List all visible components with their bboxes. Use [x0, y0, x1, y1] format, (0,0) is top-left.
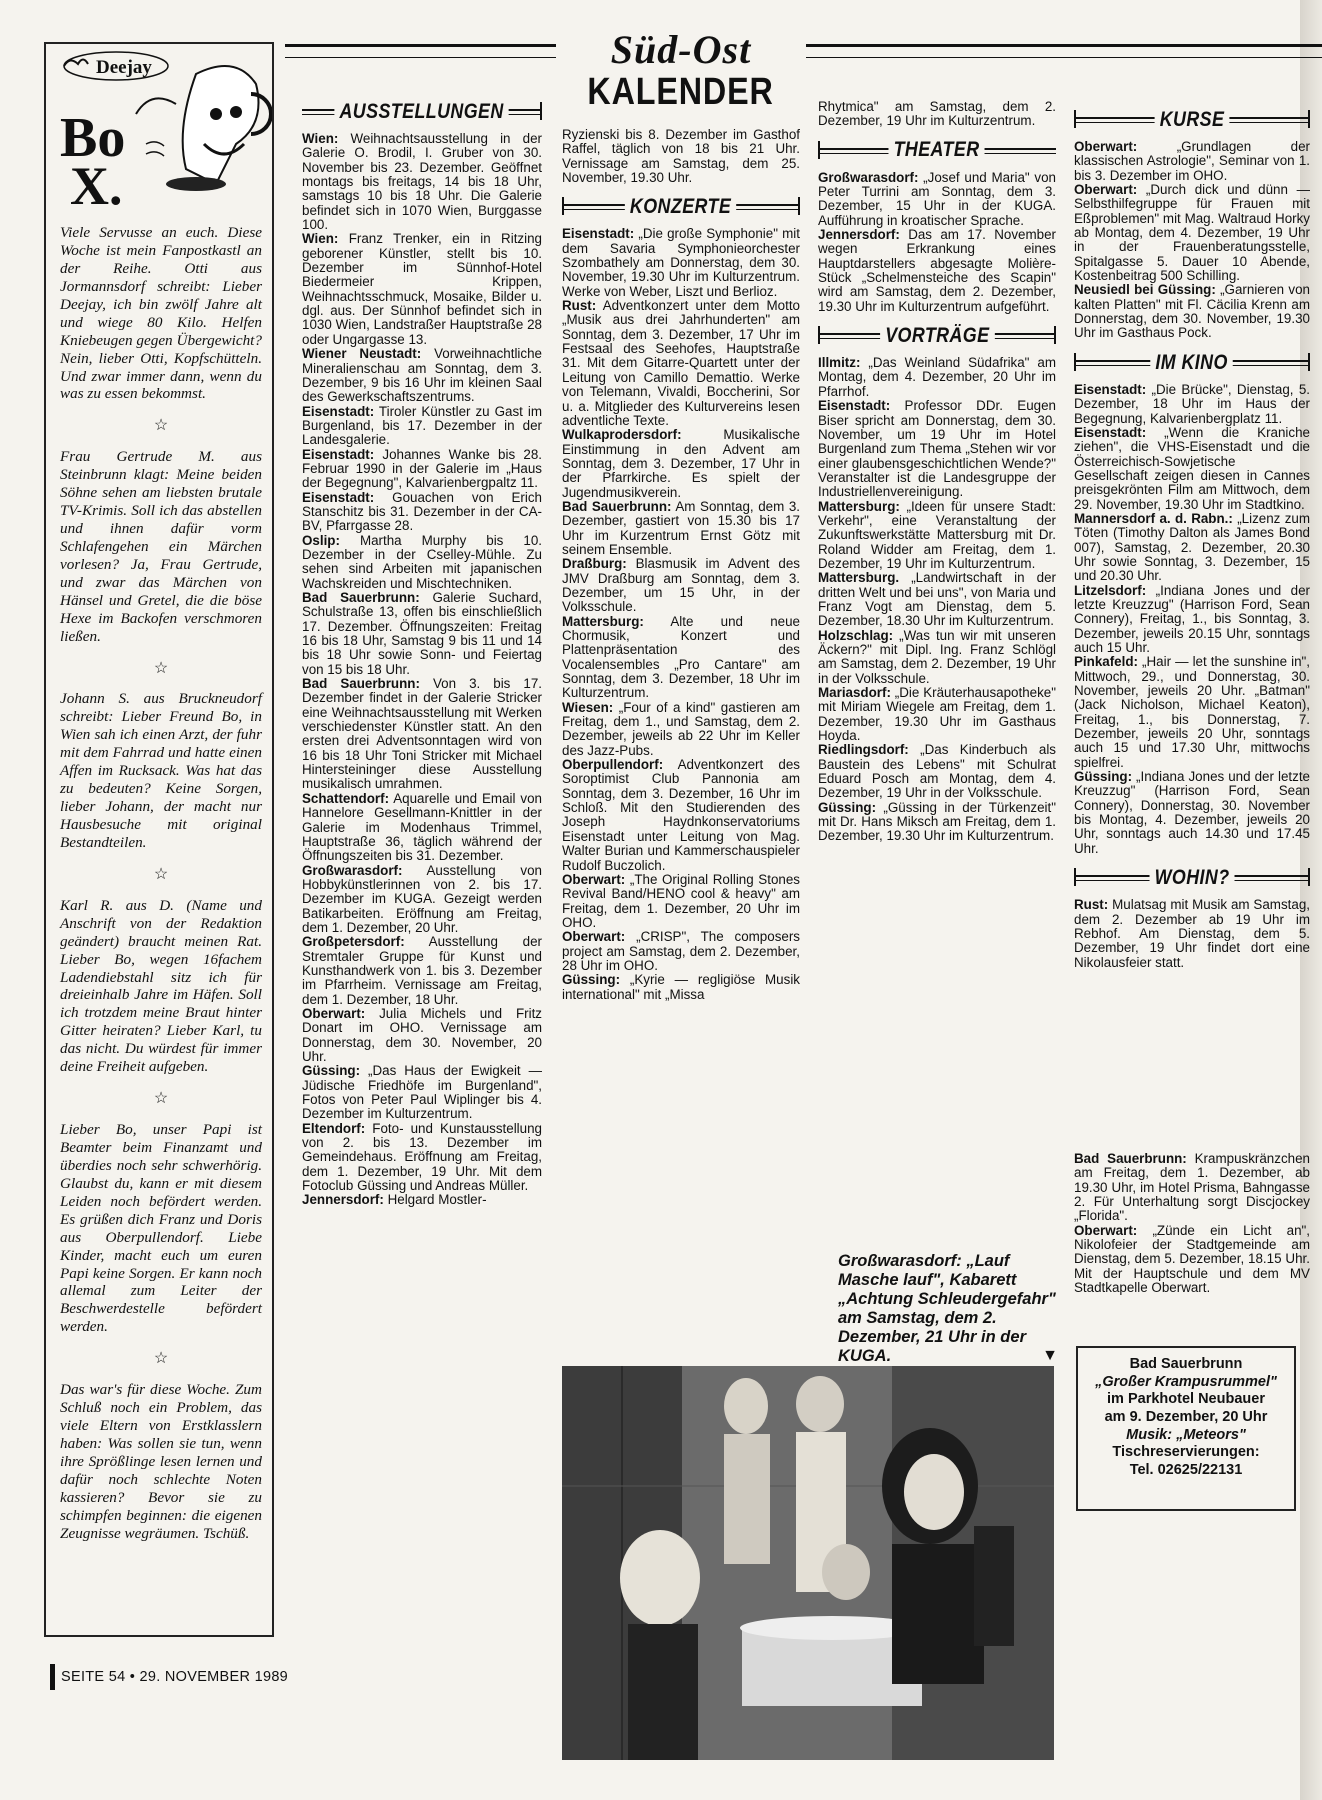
event-place: Schattendorf:: [302, 790, 390, 806]
section-title: THEATER: [889, 139, 985, 161]
event-entry: [1074, 1224, 1310, 1296]
event-place: Holzschlag:: [818, 627, 894, 643]
continued-text: Rhytmica" am Samstag, dem 2. Dezember, 19 Uhr im Kulturzentrum.: [818, 100, 1056, 129]
event-place: Eisenstadt:: [302, 489, 375, 505]
event-text: „Durch dick und dünn — Selbsthilfegruppe für Frauen mit Eßproblemen" mit Mag. Waltraud Horky ab Montag, dem 4. Dezember, 19 Uhr in der Frauenberatungsstelle, Spitalgasse 5. Dauer 10 Abende, Kostenbeitrag 500 Schilling.: [1074, 182, 1310, 284]
event-entry: [818, 743, 1056, 800]
event-entry: [562, 701, 800, 758]
event-place: Großpetersdorf:: [302, 934, 405, 950]
section-header-konzerte: [562, 189, 800, 225]
event-entry: [302, 1193, 542, 1207]
event-text: Franz Trenker, ein in Ritzing geborener Künstler, stellt bis 10. Dezember im Sünnhof-Hotel Biedermeier Krippen, Weihnachtsschmuck, Mosaike, Bilder u. dgl. aus. Der Sünnhof befindet sich in 1030 Wien, Landstraßer Hauptstraße 28 oder Ungargasse 13.: [302, 231, 542, 347]
section-header-vortraege: [818, 318, 1056, 354]
event-place: Illmitz:: [818, 355, 861, 371]
column-theater-vortraege: [818, 100, 1056, 1242]
event-entry: [302, 591, 542, 677]
event-text: „Garnieren von kalten Platten" mit Fl. Cäcilia Krenn am Donnerstag, dem 30. November, 19.30 Uhr im Gasthaus Pock.: [1074, 282, 1310, 341]
entry-list: [1074, 383, 1310, 856]
ad-line: [1078, 1427, 1294, 1445]
star-icon: ☆: [153, 1090, 169, 1108]
event-place: Litzelsdorf:: [1074, 582, 1147, 598]
event-text: Aquarelle und Email von Hannelore Gesellmann-Knittler in der Galerie im Modenhaus Trimmel, Hauptstraße 36, täglich während der Öffnungszeiten bis 31. Dezember.: [302, 790, 542, 864]
section-header-theater: [818, 133, 1056, 169]
event-place: Wiesen:: [562, 699, 614, 715]
star-icon: ☆: [153, 417, 169, 435]
event-place: Rust:: [562, 298, 597, 314]
ad-music-label: Musik:: [1126, 1426, 1173, 1443]
event-text: Julia Michels und Fritz Donart im OHO. Vernissage am Donnerstag, dem 30. November, 20 Uhr.: [302, 1005, 542, 1064]
star-icon: ☆: [153, 865, 169, 883]
entry-list: [302, 132, 542, 1208]
event-text: „Die große Symphonie" mit dem Savaria Symphonieorchester Szombathely am Donnerstag, dem 30. November, 19.30 Uhr im Kulturzentrum. Werke von Weber, Liszt und Berlioz.: [562, 226, 800, 299]
event-text: Krampuskränzchen am Freitag, dem 1. Dezember, ab 19.30 Uhr, im Hotel Prisma, Bahngasse 2. Für Unterhaltung sorgt Discjockey „Florida".: [1074, 1150, 1310, 1224]
event-text: „Das Haus der Ewigkeit — Jüdische Friedhöfe im Burgenland", Fotos von Peter Paul Wiplinger bis 4. Dezember im Kulturzentrum.: [302, 1063, 542, 1122]
event-text: „Kyrie — regligiöse Musik international" mit „Missa: [562, 972, 800, 1002]
event-place: Eisenstadt:: [302, 403, 375, 419]
event-entry: [562, 299, 800, 428]
section-header-wohin: [1074, 860, 1310, 896]
event-entry: [302, 448, 542, 491]
event-text: „Josef und Maria" von Peter Turrini am Sonntag, dem 3. Dezember, 15 Uhr in der KUGA. Aufführung in kroatischer Sprache.: [818, 169, 1056, 228]
event-place: Güssing:: [1074, 769, 1133, 785]
event-text: „Grundlagen der klassischen Astrologie", Seminar von 1. bis 3. Dezember im OHO.: [1074, 139, 1310, 183]
event-place: Bad Sauerbrunn:: [302, 590, 420, 605]
event-entry: [562, 758, 800, 873]
event-text: „Zünde ein Licht an", Nikolofeier der Stadtgemeinde am Dienstag, dem 5. Dezember, 18.15 Uhr. Mit der Hauptschule und dem MV Stadtkapelle Oberwart.: [1074, 1222, 1310, 1295]
masthead-sud-ost: Süd-Ost: [610, 27, 752, 72]
event-text: „Indiana Jones und der letzte Kreuzzug" (Harrison Ford, Sean Connery), Donnerstag, 30. November bis Montag, 4. Dezember, jeweils 20 Uhr, sonntags auch 14.30 und 17.45 Uhr.: [1074, 769, 1310, 856]
event-entry: [1074, 1152, 1310, 1224]
deejay-paragraph: Frau Gertrude M. aus Steinbrunn klagt: Meine beiden Söhne sehen am liebsten brutale TV-Krimis. Soll ich das abstellen und ihnen dafür vorm Schlafengehen ein Märchen vorlesen? Ja, Frau Gertrude, und zwar das Märchen von Hänsel und Gretel, die die böse Hexe im Backofen verschmoren ließen.: [60, 448, 262, 645]
logo-x: X.: [70, 156, 123, 214]
event-place: Wien:: [302, 231, 339, 247]
event-text: Ausstellung der Stremtaler Gruppe für Kunst und Kunsthandwerk von 1. bis 3. Dezember im Pfarrheim. Vernissage am Freitag, dem 1. Dezember, 18 Uhr.: [302, 934, 542, 1007]
event-place: Mattersburg:: [818, 498, 900, 514]
event-place: Oberwart:: [302, 1005, 366, 1021]
kuga-text: Großwarasdorf: „Lauf Masche lauf", Kabarett „Achtung Schleudergefahr" am Samstag, dem 2. Dezember, 21 Uhr in der KUGA.: [838, 1252, 1056, 1365]
event-place: Bad Sauerbrunn:: [302, 676, 420, 692]
deejay-box: [44, 42, 274, 1637]
column-kurse-kino-wohin: [1074, 100, 1310, 1780]
entry-list: [1074, 1152, 1310, 1295]
event-place: Großwarasdorf:: [818, 169, 919, 185]
event-entry: [1074, 770, 1310, 856]
event-place: Güssing:: [302, 1063, 361, 1079]
event-text: Helgard Mostler-: [383, 1192, 487, 1208]
event-entry: [302, 1007, 542, 1064]
event-entry: [302, 405, 542, 448]
event-text: Foto- und Kunstausstellung von 2. bis 13. Dezember im Gemeindehaus. Eröffnung am Freitag, dem 1. Dezember, 19 Uhr. Mit dem Fotoclub Güssing und Andreas Müller.: [302, 1120, 542, 1194]
event-place: Oberwart:: [562, 929, 626, 945]
section-header-im-kino: [1074, 345, 1310, 381]
event-text: Adventkonzert des Soroptimist Club Pannonia am Sonntag, dem 3. Dezember, 16 Uhr im Schloß. Mit den Studierenden des Joseph Haydnkonservatoriums Eisenstadt unter Leitung von Mag. Walter Burian und Kammerschauspieler Rudolf Buczolich.: [562, 757, 800, 873]
event-place: Eisenstadt:: [1074, 381, 1147, 397]
event-place: Mannersdorf a. d. Rabn.:: [1074, 510, 1233, 526]
event-entry: [818, 356, 1056, 399]
event-text: „Four of a kind" gastieren am Freitag, dem 1., und Samstag, dem 2. Dezember, jeweils ab 22 Uhr im Keller des Jazz-Pubs.: [562, 699, 800, 758]
event-entry: [1074, 283, 1310, 340]
event-text: „Die Kräuterhausapotheke" mit Miriam Wiegele am Freitag, dem 1. Dezember, 19.30 Uhr im Gasthaus Hoyda.: [818, 685, 1056, 744]
event-entry: [818, 228, 1056, 314]
event-place: Oberwart:: [562, 871, 626, 887]
logo-bo: Bo: [60, 107, 126, 169]
deejay-paragraph: Karl R. aus D. (Name und Anschrift von der Redaktion geändert) braucht meinen Rat. Lieber Bo, wegen 16fachem Ladendiebstahl sitz ich für dreieinhalb Jahre im Häfen. Soll ich trotzdem meine Braut hinter Gitter heiraten? Lieber Karl, tu das nicht. Du würdest für immer deine Freiheit aufgeben.: [60, 896, 262, 1076]
ad-line: im Parkhotel Neubauer: [1107, 1391, 1265, 1408]
section-title: IM KINO: [1151, 352, 1234, 374]
event-entry: [302, 677, 542, 792]
entry-list: [562, 227, 800, 1002]
event-text: Weihnachtsausstellung in der Galerie O. Brodil, I. Gruber von 30. November bis 23. Dezember. Geöffnet montags bis freitags, 14 bis 18 Uhr, samstags 10 bis 18 Uhr. Die Galerie befindet sich in 1070 Wien, Burggasse 100.: [302, 131, 542, 233]
deejay-logo: [46, 44, 272, 214]
event-place: Draßburg:: [562, 556, 627, 572]
event-text: „Lizenz zum Töten (Timothy Dalton als James Bond 007), Samstag, 2. Dezember, 20.30 Uhr sowie Sonntag, 3. Dezember, 15 und 20.30 Uhr.: [1074, 510, 1310, 584]
event-place: Großwarasdorf:: [302, 862, 403, 878]
page-footer: SEITE 54 • 29. NOVEMBER 1989: [50, 1664, 291, 1690]
ad-krampusrummel: [1076, 1346, 1296, 1511]
event-entry: [562, 227, 800, 299]
event-place: Bad Sauerbrunn:: [562, 498, 672, 514]
event-text: Professor DDr. Eugen Biser spricht am Donnerstag, dem 30. November, um 19 Uhr im Hotel Burgenland zum Thema „Stehen wir vor einer glaubensgeschichtlichen Wende?" Veranstalter ist die Landesgruppe der Industriellenvereinigung.: [818, 398, 1056, 500]
event-place: Eisenstadt:: [562, 226, 635, 242]
event-entry: [302, 347, 542, 404]
event-place: Oberwart:: [1074, 182, 1138, 198]
ad-line: Tel. 02625/22131: [1129, 1462, 1243, 1479]
entry-list: [818, 356, 1056, 844]
event-entry: [1074, 426, 1310, 512]
photo-kabarett: [562, 1366, 1054, 1760]
event-entry: [1074, 183, 1310, 283]
event-text: Das am 17. November wegen Erkrankung eines Hauptdarstellers abgesagte Molière-Stück „Schelmensteiche des Scapin" wird am Samstag, dem 2. Dezember, 19.30 Uhr im Kulturzentrum aufgeführt.: [818, 227, 1056, 314]
ad-line: Bad Sauerbrunn: [1129, 1356, 1243, 1372]
event-place: Jennersdorf:: [818, 227, 900, 243]
entry-list: [1074, 140, 1310, 341]
event-entry: [562, 973, 800, 1002]
section-title: KURSE: [1155, 109, 1230, 131]
event-entry: [302, 1122, 542, 1194]
event-entry: [1074, 584, 1310, 656]
event-place: Eltendorf:: [302, 1120, 366, 1136]
event-text: Tiroler Künstler zu Gast im Burgenland, bis 17. Dezember in der Landesgalerie.: [302, 403, 542, 448]
deejay-paragraph: Viele Servusse an euch. Diese Woche ist mein Fanpostkastl an der Reihe. Otti aus Jormannsdorf schreibt: Lieber Deejay, ich bin zwölf Jahre alt und wiege 80 Kilo. Helfen Kniebeugen gegen Übergewicht? Nein, lieber Otti, Kopfschütteln. Und zwar immer dann, wenn du was zu essen bekommst.: [60, 224, 262, 403]
event-entry: [1074, 140, 1310, 183]
event-text: „Die Brücke", Dienstag, 5. Dezember, 18 Uhr im Haus der Begegnung, Kalvarienbergplatz 11.: [1074, 381, 1310, 426]
event-entry: [562, 557, 800, 614]
event-place: Güssing:: [818, 799, 877, 815]
event-text: „Was tun wir mit unseren Äckern?" mit Dipl. Ing. Franz Schlögl am Samstag, dem 2. Dezember, 19 Uhr in der Volksschule.: [818, 627, 1056, 686]
event-place: Wien:: [302, 131, 339, 146]
event-text: Martha Murphy bis 10. Dezember in der Cselley-Mühle. Zu sehen sind Arbeiten mit japanischen Wachskreiden und Mischtechniken.: [302, 532, 542, 591]
event-place: Oberpullendorf:: [562, 757, 664, 773]
event-place: Bad Sauerbrunn:: [1074, 1150, 1187, 1166]
event-place: Rust:: [1074, 897, 1109, 913]
event-text: „Landwirtschaft in der dritten Welt und bei uns", von Maria und Franz Vogt am Dienstag, dem 5. Dezember, 18.30 Uhr im Kulturzentrum.: [818, 570, 1056, 629]
event-place: Oberwart:: [1074, 1222, 1138, 1238]
event-entry: [818, 500, 1056, 572]
event-text: „Güssing in der Türkenzeit" mit Dr. Hans Miksch am Freitag, dem 1. Dezember, 19.30 Uhr im Kulturzentrum.: [818, 799, 1056, 844]
event-entry: [1074, 383, 1310, 426]
section-header-kurse: [1074, 102, 1310, 138]
ad-line: am 9. Dezember, 20 Uhr: [1104, 1409, 1268, 1426]
logo-deejay: Deejay: [96, 57, 152, 78]
event-entry: [302, 935, 542, 1007]
event-place: Oslip:: [302, 532, 340, 548]
event-entry: [1074, 898, 1310, 970]
event-text: Adventkonzert unter dem Motto „Musik aus drei Jahrhunderten" am Sonntag, dem 3. Dezember, 17 Uhr im Festsaal des Seehofes, Hauptstraße 31. Mit dem Gitarre-Quartett unter der Leitung von Camillo Demattio. Werke von Telemann, Vivaldi, Boccherini, Sor u. a. Mitglieder des Kulturvereins lesen adventliche Texte.: [562, 298, 800, 428]
event-text: „Das Weinland Südafrika" am Montag, dem 4. Dezember, 20 Uhr im Pfarrhof.: [818, 355, 1056, 399]
ad-line: „Großer Krampusrummel": [1095, 1373, 1277, 1390]
event-place: Neusiedl bei Güssing:: [1074, 282, 1216, 298]
event-place: Riedlingsdorf:: [818, 742, 909, 758]
ad-line: Tischreservierungen:: [1112, 1444, 1260, 1461]
photo-illustration: [562, 1366, 1054, 1760]
section-title: KONZERTE: [625, 196, 736, 218]
event-text: „Wenn die Kraniche ziehen", die VHS-Eisenstadt und die Österreichisch-Sowjetische Gesellschaft zeigen diesen in Cannes preisgekrönten Film am Mittwoch, dem 29. November, 19.30 Uhr im Stadtkino.: [1074, 424, 1310, 512]
deejay-paragraph: Das war's für diese Woche. Zum Schluß noch ein Problem, das viele Eltern von Erstklasslern haben: Was sollen sie tun, wenn ihre Sprößlinge lesen lernen und dafür noch schlechte Noten kassieren? Bevor sie zu schimpfen beginnen: die eigenen Zeugnisse wegräumen. Tschüß.: [60, 1381, 262, 1542]
event-entry: [302, 534, 542, 591]
event-entry: [562, 615, 800, 701]
section-title: AUSSTELLUNGEN: [335, 101, 509, 123]
adbox-spacer: [1074, 970, 1310, 1152]
event-entry: [818, 171, 1056, 228]
entry-list: [818, 171, 1056, 314]
event-entry: [302, 232, 542, 347]
event-place: Eisenstadt:: [1074, 424, 1147, 440]
event-entry: [562, 930, 800, 973]
deejay-paragraph: Johann S. aus Bruckneudorf schreibt: Lieber Freund Bo, in Wien sah ich einen Arzt, der fuhr mit dem Fahrrad und hatte einen Affen im Rucksack. Was hat das zu bedeuten? Keine Sorgen, lieber Johann, der macht nur Hausbesuche mit original Bestandteilen.: [60, 690, 262, 851]
event-entry: [302, 491, 542, 534]
event-text: Mulatsag mit Musik am Samstag, dem 2. Dezember ab 19 Uhr im Rebhof. Am Dienstag, dem 5. Dezember, 19 Uhr findet dort eine Nikolausfeier statt.: [1074, 897, 1310, 970]
event-text: „Indiana Jones und der letzte Kreuzzug" (Harrison Ford, Sean Connery), Freitag, 1., bis Sonntag, 3. Dezember, jeweils 20.15 Uhr, sonntags auch 15 Uhr.: [1074, 582, 1310, 655]
masthead-kalender: KALENDER: [587, 71, 775, 113]
event-text: „Hair — let the sunshine in", Mittwoch, 29., und Donnerstag, 30. November, jeweils 20 Uhr. „Batman" (Jack Nicholson, Michael Keaton), Freitag, 1., bis Donnerstag, 7. Dezember, jeweils 20 Uhr, sonntags auch 15 und 17.30 Uhr, mittwochs spielfrei.: [1074, 654, 1310, 770]
event-entry: [302, 1064, 542, 1121]
column-ausstellungen: [302, 92, 542, 1772]
event-text: Blasmusik im Advent des JMV Draßburg am Sonntag, dem 3. Dezember, um 15 Uhr, in der Volksschule.: [562, 556, 800, 615]
column-konzerte: [562, 128, 800, 1353]
event-entry: [1074, 512, 1310, 584]
event-text: „Ideen für unsere Stadt: Verkehr", eine Veranstaltung der Zukunftswerkstätte Mattersburg mit Dr. Roland Widder am Freitag, dem 1. Dezember, 19 Uhr im Kulturzentrum.: [818, 498, 1056, 571]
deejay-paragraph: Lieber Bo, unser Papi ist Beamter beim Finanzamt und überdies noch sehr schwerhörig. Glaubst du, kann er mit diesem Leiden noch befördert werden. Es grüßen dich Franz und Doris aus Oberpullendorf. Liebe Kinder, macht euch um euren Papi keine Sorgen. Er kann noch allemal zum Leiter der Beschwerdestelle befördert werden.: [60, 1121, 262, 1336]
event-entry: [818, 399, 1056, 499]
continued-text: Ryzienski bis 8. Dezember im Gasthof Raffel, täglich von 18 bis 21 Uhr. Vernissage am Samstag, dem 25. November, 19.30 Uhr.: [562, 128, 800, 186]
event-text: Ausstellung von Hobbykünstlerinnen von 2. bis 17. Dezember im KUGA. Gezeigt werden Batikarbeiten. Eröffnung am Freitag, dem 1. Dezember, 20 Uhr.: [302, 862, 542, 935]
ad-music-value: „Meteors": [1172, 1426, 1246, 1443]
event-entry: [302, 792, 542, 864]
entry-list: [1074, 898, 1310, 970]
event-text: Vorweihnachtliche Mineralienschau am Sonntag, dem 3. Dezember, 9 bis 16 Uhr im kleinen Saal des Gewerkschaftszentrums.: [302, 346, 542, 405]
event-text: „CRISP", The composers project am Samstag, dem 2. Dezember, 28 Uhr im OHO.: [562, 929, 800, 973]
kuga-blurb: [838, 1252, 1058, 1366]
event-place: Wulkaprodersdorf:: [562, 427, 682, 443]
event-entry: [818, 571, 1056, 628]
event-place: Eisenstadt:: [818, 398, 891, 414]
event-place: Güssing:: [562, 972, 621, 988]
event-place: Wiener Neustadt:: [302, 346, 422, 362]
event-text: Von 3. bis 17. Dezember findet in der Galerie Stricker eine Weihnachtsausstellung mit Werken verschiedenster Künstler statt. An den ersten drei Adventsonntagen wird von 16 bis 18 Uhr Toni Stricker mit Michael Hintersteininger diese Ausstellung musikalisch umrahmen.: [302, 676, 542, 792]
star-icon: ☆: [153, 659, 169, 677]
triangle-down-icon: ▼: [1042, 1346, 1058, 1364]
section-title: VORTRÄGE: [880, 325, 994, 347]
event-entry: [562, 500, 800, 557]
star-icon: ☆: [153, 1350, 169, 1368]
event-entry: [818, 629, 1056, 686]
event-entry: [562, 428, 800, 500]
masthead: [556, 28, 806, 118]
event-place: Jennersdorf:: [302, 1192, 384, 1208]
event-place: Mattersburg:: [562, 613, 644, 629]
event-text: Johannes Wanke bis 28. Februar 1990 in der Galerie im „Haus der Begegnung", Kalvarienbergpaltz 11.: [302, 446, 542, 491]
event-place: Mariasdorf:: [818, 685, 891, 701]
event-entry: [562, 873, 800, 930]
event-text: Galerie Suchard, Schulstraße 13, offen bis einschließlich 17. Dezember. Öffnungszeiten: Freitag 16 bis 18 Uhr, Samstag 9 bis 11 und 14 bis 18 Uhr sowie Sonn- und Feiertag von 15 bis 18 Uhr.: [302, 590, 542, 677]
event-entry: [818, 686, 1056, 743]
section-header-ausstellungen: [302, 94, 542, 130]
event-entry: [1074, 655, 1310, 770]
event-place: Oberwart:: [1074, 139, 1138, 154]
section-title: WOHIN?: [1149, 867, 1234, 889]
event-entry: [302, 864, 542, 936]
deejay-letters: [60, 224, 262, 1543]
event-text: Am Sonntag, dem 3. Dezember, gastiert von 15.30 bis 17 Uhr im Kurzentrum Ernst Götz mit seinem Ensemble.: [562, 498, 800, 557]
event-entry: [302, 132, 542, 232]
event-text: Musikalische Einstimmung in den Advent am Sonntag, dem 3. Dezember, 17 Uhr in der Pfarrkirche. Es spielt der Jugendmusikverein.: [562, 427, 800, 500]
event-text: „The Original Rolling Stones Revival Band/HENO cool & heavy" am Freitag, dem 1. Dezember, 20 Uhr im OHO.: [562, 871, 800, 930]
event-place: Mattersburg.: [818, 570, 900, 586]
event-place: Pinkafeld:: [1074, 654, 1138, 670]
event-place: Eisenstadt:: [302, 446, 375, 462]
event-text: „Das Kinderbuch als Baustein des Lebens" mit Schulrat Eduard Posch am Montag, dem 4. Dezember, 19 Uhr in der Volksschule.: [818, 742, 1056, 801]
event-entry: [818, 801, 1056, 844]
event-text: Gouachen von Erich Stanschitz bis 31. Dezember in der CA-BV, Pfarrgasse 28.: [302, 489, 542, 534]
event-text: Alte und neue Chormusik, Konzert und Plattenpräsentation des Vocalensembles „Pro Cantare" am Sonntag, dem 3. Dezember, 18 Uhr im Kulturzentrum.: [562, 613, 800, 701]
